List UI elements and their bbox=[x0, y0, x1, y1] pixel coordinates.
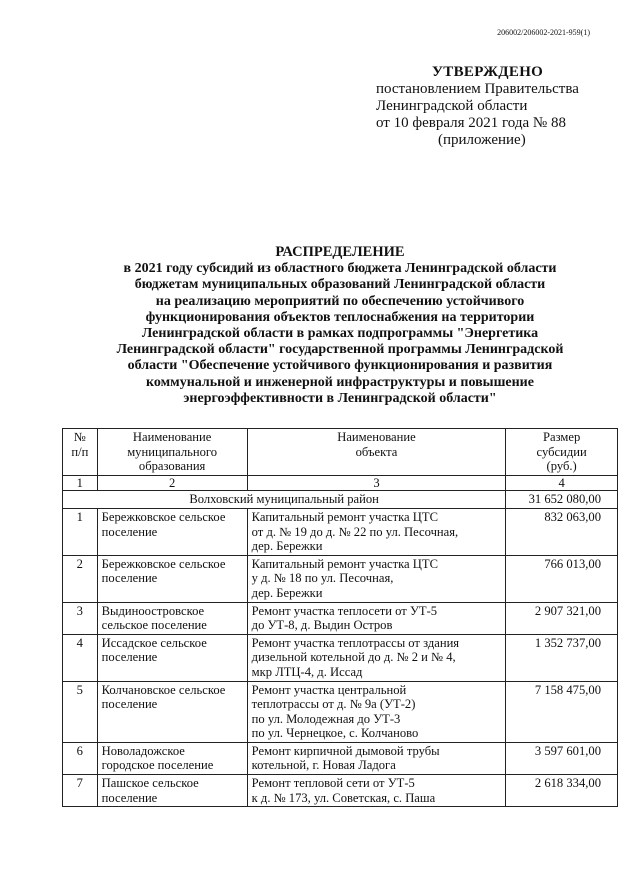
row-number: 3 bbox=[63, 602, 98, 634]
table-header-row bbox=[63, 429, 618, 476]
column-number-row bbox=[63, 475, 618, 491]
row-municipality: Пашское сельское поселение bbox=[97, 775, 247, 807]
heading-line: области "Обеспечение устойчивого функционирования и развития bbox=[127, 358, 553, 374]
heading-line: энергоэффективности в Ленинградской области" bbox=[183, 390, 497, 406]
approval-line: Ленинградской области bbox=[376, 98, 528, 114]
row-subsidy: 832 063,00 bbox=[506, 508, 618, 555]
heading-line: Ленинградской области" государственной программы Ленинградской bbox=[116, 342, 564, 358]
district-total: 31 652 080,00 bbox=[506, 491, 618, 509]
row-subsidy: 2 907 321,00 bbox=[506, 602, 618, 634]
row-number: 4 bbox=[63, 634, 98, 681]
row-municipality: Бережковское сельское поселение bbox=[97, 555, 247, 602]
heading-line: на реализацию мероприятий по обеспечению устойчивого bbox=[155, 293, 525, 309]
subsidy-table bbox=[62, 428, 618, 807]
header-number: № п/п bbox=[63, 429, 98, 476]
column-number: 2 bbox=[97, 475, 247, 491]
row-municipality: Бережковское сельское поселение bbox=[97, 508, 247, 555]
column-number: 4 bbox=[506, 475, 618, 491]
row-municipality: Иссадское сельское поселение bbox=[97, 634, 247, 681]
heading-line: в 2021 году субсидий из областного бюджета Ленинградской области bbox=[123, 261, 557, 277]
document-heading bbox=[60, 244, 620, 407]
heading-title: РАСПРЕДЕЛЕНИЕ bbox=[275, 244, 405, 260]
row-object: Ремонт кирпичной дымовой трубы котельной, г. Новая Ладога bbox=[247, 742, 506, 774]
approval-date-line: от 10 февраля 2021 года № 88 bbox=[376, 115, 566, 131]
row-subsidy: 1 352 737,00 bbox=[506, 634, 618, 681]
row-number: 1 bbox=[63, 508, 98, 555]
approval-line: постановлением Правительства bbox=[376, 81, 579, 97]
row-subsidy: 7 158 475,00 bbox=[506, 681, 618, 742]
row-object: Ремонт тепловой сети от УТ-5 к д. № 173, ул. Советская, с. Паша bbox=[247, 775, 506, 807]
table-row bbox=[63, 602, 618, 634]
row-municipality: Новоладожское городское поселение bbox=[97, 742, 247, 774]
row-object: Капитальный ремонт участка ЦТС от д. № 19 до д. № 22 по ул. Песочная, дер. Бережки bbox=[247, 508, 506, 555]
row-municipality: Колчановское сельское поселение bbox=[97, 681, 247, 742]
row-subsidy: 766 013,00 bbox=[506, 555, 618, 602]
row-number: 6 bbox=[63, 742, 98, 774]
header-municipality: Наименование муниципального образования bbox=[97, 429, 247, 476]
table-row bbox=[63, 775, 618, 807]
row-municipality: Выдиноостровское сельское поселение bbox=[97, 602, 247, 634]
table-row bbox=[63, 742, 618, 774]
header-subsidy: Размер субсидии (руб.) bbox=[506, 429, 618, 476]
row-number: 5 bbox=[63, 681, 98, 742]
approval-annex: (приложение) bbox=[438, 132, 526, 148]
table-row bbox=[63, 508, 618, 555]
row-object: Ремонт участка теплосети от УТ-5 до УТ-8, д. Выдин Остров bbox=[247, 602, 506, 634]
row-object: Ремонт участка теплотрассы от здания дизельной котельной до д. № 2 и № 4, мкр ЛТЦ-4, д. Иссад bbox=[247, 634, 506, 681]
heading-line: функционирования объектов теплоснабжения на территории bbox=[145, 309, 535, 325]
column-number: 3 bbox=[247, 475, 506, 491]
table-row bbox=[63, 681, 618, 742]
row-object: Ремонт участка центральной теплотрассы от д. № 9а (УТ-2) по ул. Молодежная до УТ-3 по ул. Чернецкое, с. Колчаново bbox=[247, 681, 506, 742]
document-id: 206002/206002-2021-959(1) bbox=[497, 28, 590, 37]
approval-stamp bbox=[376, 64, 586, 149]
table-row bbox=[63, 634, 618, 681]
row-subsidy: 3 597 601,00 bbox=[506, 742, 618, 774]
row-object: Капитальный ремонт участка ЦТС у д. № 18 по ул. Песочная, дер. Бережки bbox=[247, 555, 506, 602]
heading-line: коммунальной и инженерной инфраструктуры и повышение bbox=[146, 374, 534, 390]
table-row bbox=[63, 555, 618, 602]
heading-line: бюджетам муниципальных образований Ленинградской области bbox=[134, 277, 546, 293]
row-subsidy: 2 618 334,00 bbox=[506, 775, 618, 807]
row-number: 7 bbox=[63, 775, 98, 807]
district-name: Волховский муниципальный район bbox=[63, 491, 506, 509]
district-row bbox=[63, 491, 618, 509]
column-number: 1 bbox=[63, 475, 98, 491]
heading-line: Ленинградской области в рамках подпрограммы "Энергетика bbox=[141, 326, 539, 342]
header-object: Наименование объекта bbox=[247, 429, 506, 476]
approval-title: УТВЕРЖДЕНО bbox=[432, 64, 544, 80]
row-number: 2 bbox=[63, 555, 98, 602]
